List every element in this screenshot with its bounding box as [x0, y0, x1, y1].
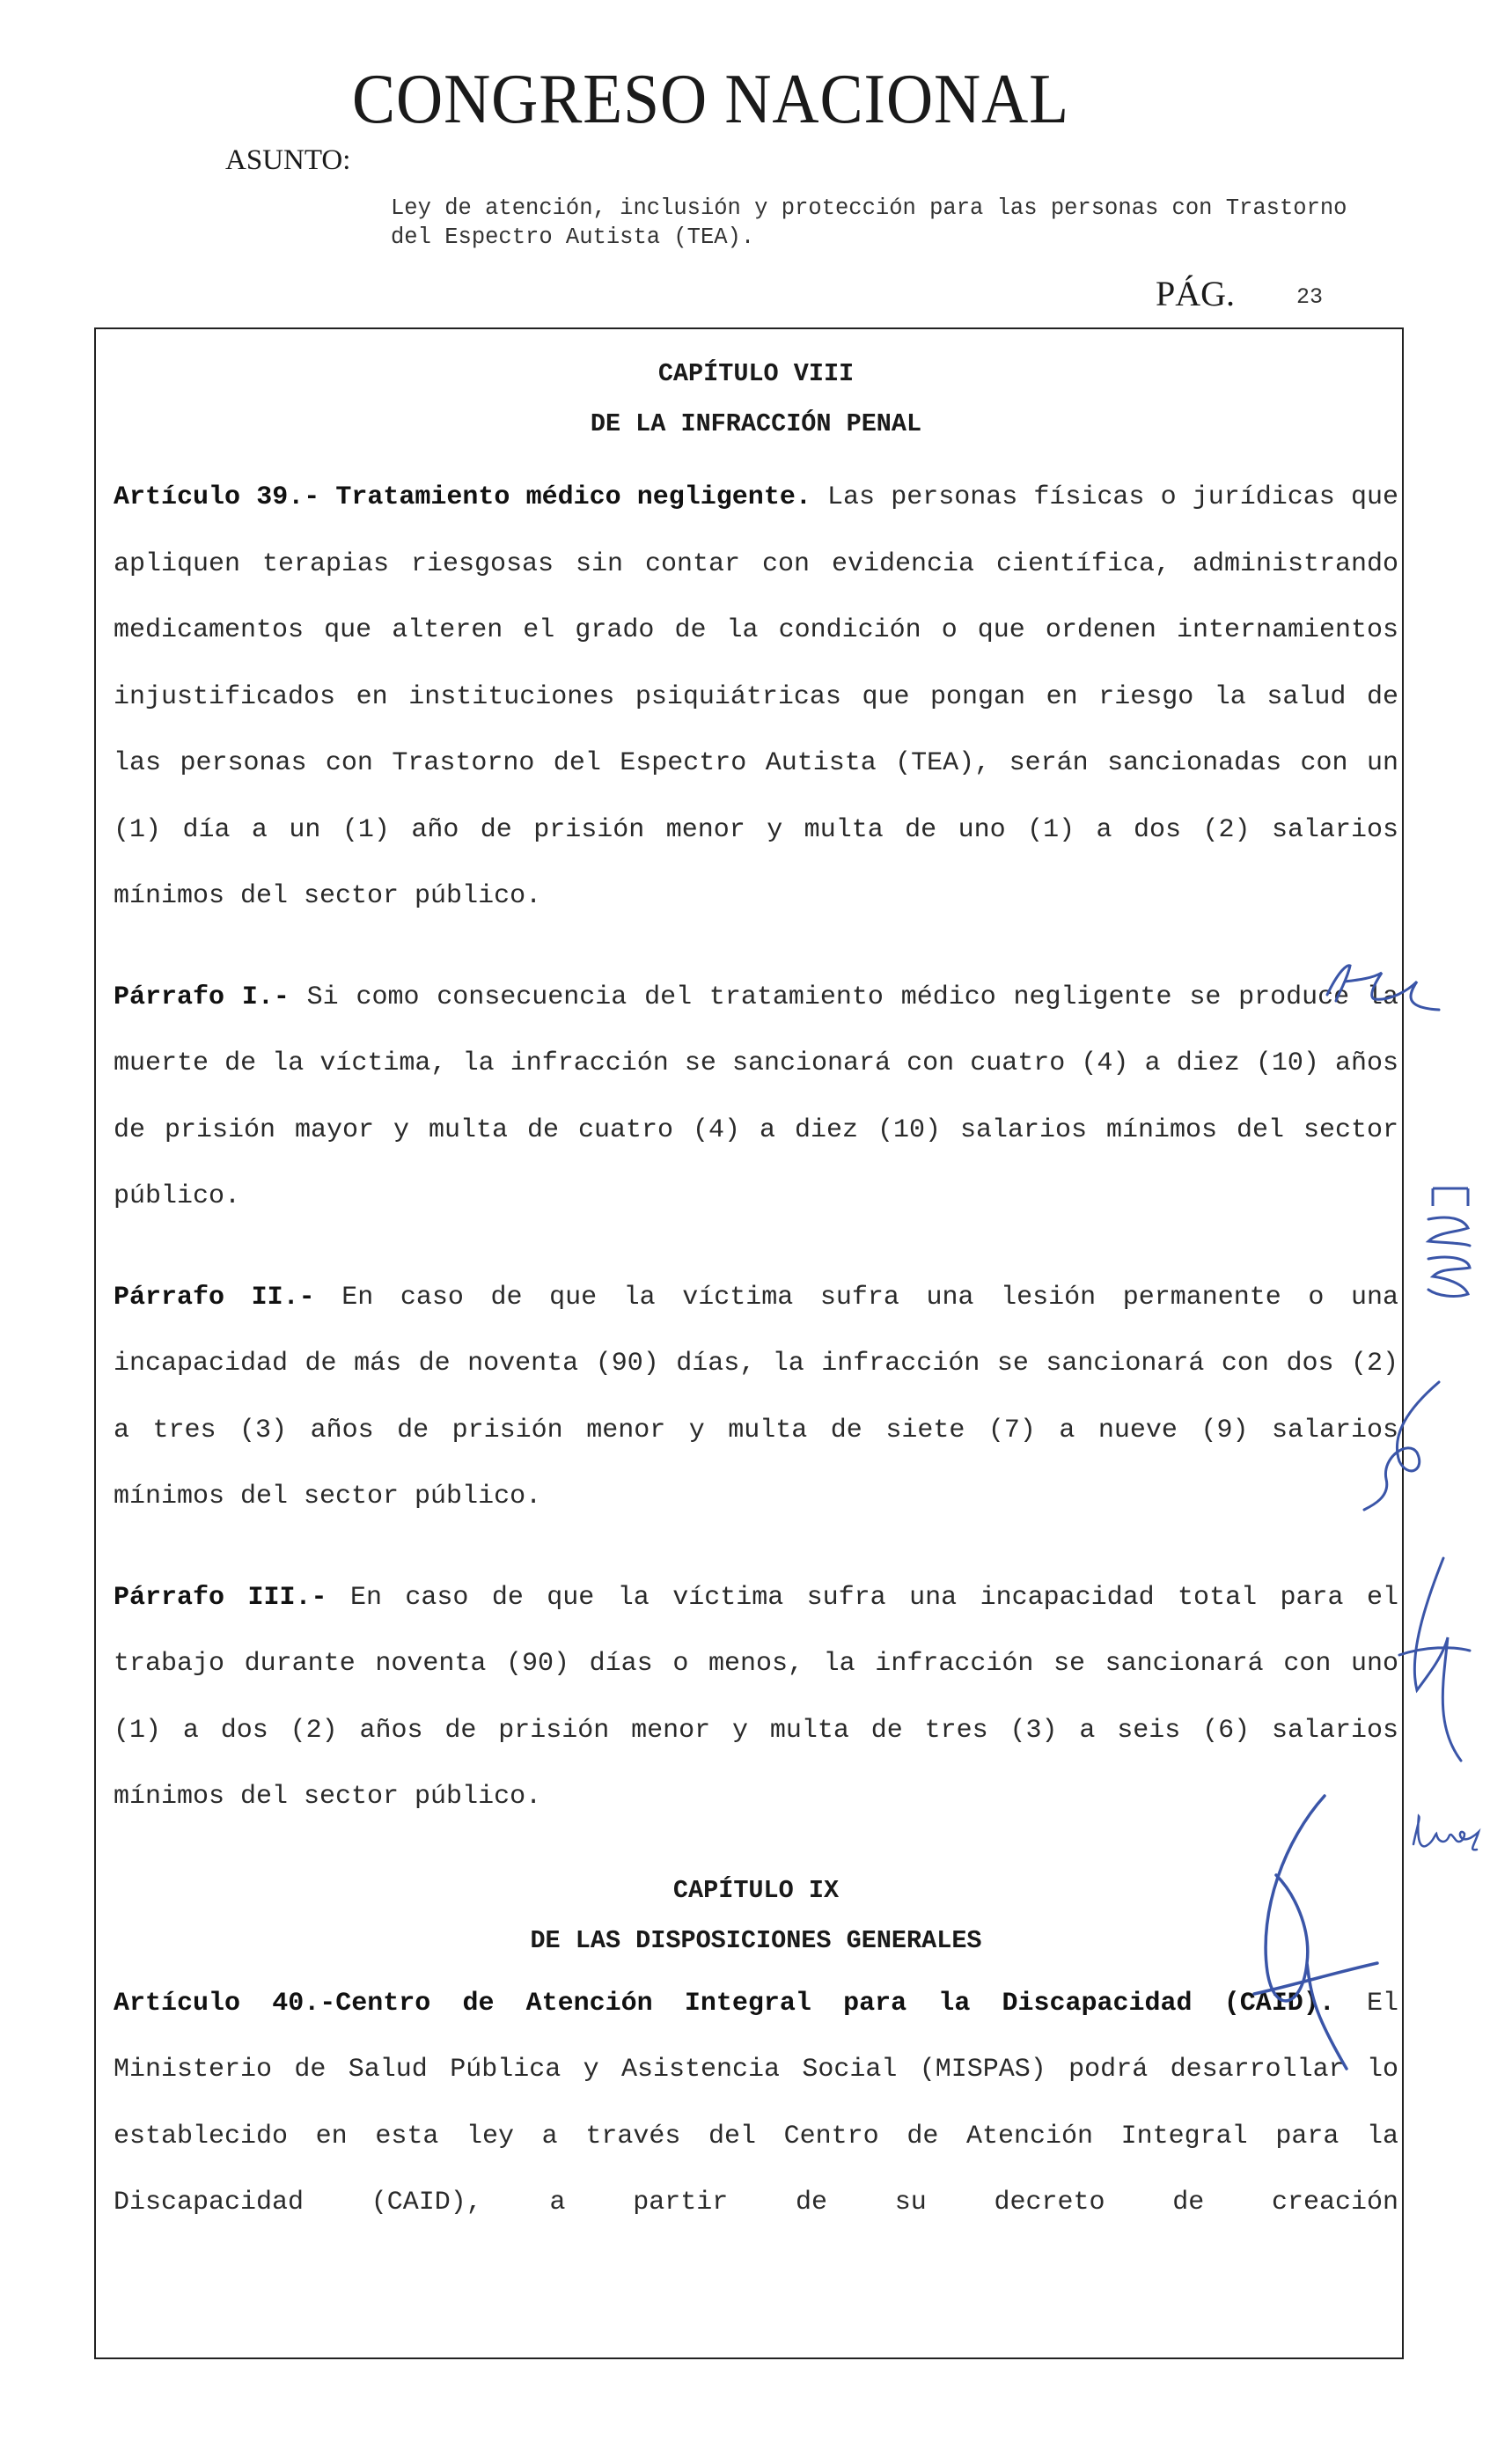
page-label: PÁG. — [1156, 274, 1236, 313]
chapter-ix-title: CAPÍTULO IX — [672, 1875, 840, 1905]
parrafo-ii — [114, 1265, 1398, 1531]
parrafo-iii — [114, 1565, 1398, 1831]
document-content-box — [94, 327, 1404, 2359]
parrafo-ii-text: En caso de que la víctima sufra una lesión permanente o una incapacidad de más de noventa (90) días, la infracción se sancionará con dos (2) a tres (3) años de prisión menor y multa de siete (7) a nueve (9) salarios mínimos del sector público. — [114, 1282, 1398, 1511]
articulo-40-text: El Ministerio de Salud Pública y Asistencia Social (MISPAS) podrá desarrollar lo establecido en esta ley a través del Centro de Atención Integral para la Discapacidad (CAID), a partir de su decreto de creación — [114, 1988, 1398, 2218]
chapter-ix-subtitle: DE LAS DISPOSICIONES GENERALES — [530, 1925, 982, 1955]
articulo-40-heading: Artículo 40.-Centro de Atención Integral para la Discapacidad (CAID). — [114, 1988, 1335, 2019]
asunto-text: Ley de atención, inclusión y protección para las personas con Trastorno del Espectro Autista (TEA). — [391, 195, 1347, 250]
parrafo-i — [114, 965, 1398, 1231]
asunto-label: ASUNTO: — [225, 144, 351, 176]
margin-stamp-number-mark — [1415, 1180, 1486, 1312]
articulo-39-text: Las personas físicas o jurídicas que apliquen terapias riesgosas sin contar con evidencia científica, administrando medicamentos que alteren el grado de la condición o que ordenen internamientos injustificados en instituciones psiquiátricas que pongan en riesgo la salud de las personas con Trastorno del Espectro Autista (TEA), serán sancionadas con un (1) día a un (1) año de prisión menor y multa de uno (1) a dos (2) salarios mínimos del sector público. — [114, 482, 1398, 911]
congress-header-title: CONGRESO NACIONAL — [352, 61, 1070, 138]
chapter-ix-heading — [114, 1865, 1398, 1966]
parrafo-iii-text: En caso de que la víctima sufra una incapacidad total para el trabajo durante noventa (90) días o menos, la infracción se sancionará con uno (1) a dos (2) años de prisión menor y multa de tres (3) a seis (6) salarios mínimos del sector público. — [114, 1582, 1398, 1812]
chapter-viii-title: CAPÍTULO VIII — [657, 359, 855, 388]
articulo-39-heading: Artículo 39.- Tratamiento médico negligente. — [114, 482, 811, 512]
parrafo-i-text: Si como consecuencia del tratamiento médico negligente se produce la muerte de la víctima, la infracción se sancionará con cuatro (4) a diez (10) años de prisión mayor y multa de cuatro (4) a diez (10) salarios mínimos del sector público. — [114, 982, 1398, 1211]
parrafo-iii-heading: Párrafo III.- — [114, 1582, 327, 1613]
articulo-39 — [114, 465, 1398, 930]
articulo-40 — [114, 1971, 1398, 2237]
document-body — [114, 349, 1398, 2237]
page-number: 23 — [1296, 284, 1324, 310]
chapter-viii-subtitle: DE LA INFRACCIÓN PENAL — [590, 409, 922, 438]
chapter-viii-heading — [114, 349, 1398, 449]
margin-initials-mark — [1406, 1809, 1486, 1857]
parrafo-ii-heading: Párrafo II.- — [114, 1282, 315, 1313]
parrafo-i-heading: Párrafo I.- — [114, 982, 290, 1012]
